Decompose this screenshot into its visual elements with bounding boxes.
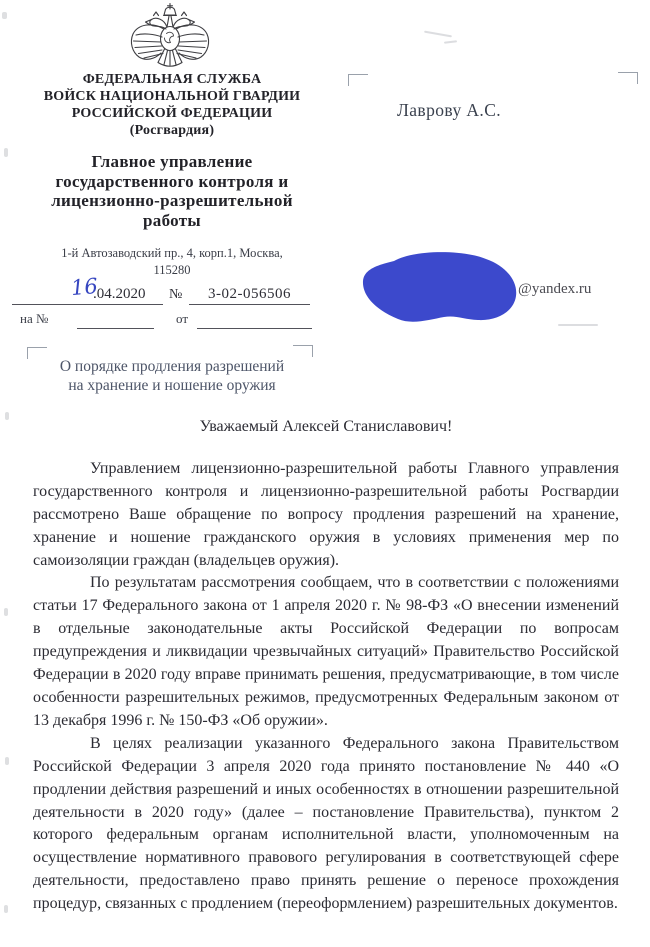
scan-smudge [444,40,457,43]
dept-line: лицензионно-разрешительной [51,191,293,210]
addressee-corner-mark-right [618,72,638,84]
address-line: 115280 [153,262,191,277]
email-redaction-blob [360,249,520,333]
scan-artifact [4,905,8,913]
org-line: ВОЙСК НАЦИОНАЛЬНОЙ ГВАРДИИ [43,89,301,104]
org-line: РОССИЙСКОЙ ФЕДЕРАЦИИ [71,106,273,121]
body-paragraph: В целях реализации указанного Федерального закона Правительством Российской Федерации 3 апреля 2020 года принято постановление № 440 «О продлении действия разрешений и иных особенностях в отношении разрешительной деятельности в 2020 году» (далее – постановление Правительства), пунктом 2 которого федеральным органам исполнительной власти, уполномоченным на осуществление нормативного правового регулирования в соответствующей сфере деятельности, предоставлено право принять решение о переносе прохождения процедур, связанных с продлением (переоформлением) разрешительных документов. [33,734,619,913]
subject-corner-mark-right [293,345,313,357]
scan-smudge [424,31,452,38]
redaction-shape [363,252,516,322]
date-underline [12,304,163,305]
org-line: ФЕДЕРАЛЬНАЯ СЛУЖБА [82,72,262,87]
rosgvardia-eagle-emblem [126,2,214,68]
addressee-corner-mark-left [348,74,368,86]
reply-date-underline [197,328,312,329]
subject-line: О порядке продления разрешений [59,358,285,375]
body-paragraph: По результатам рассмотрения сообщаем, что в соответствии с положениями статьи 17 Федерального закона от 1 апреля 2020 г. № 98-ФЗ «О внесении изменений в отдельные законодательные акты Российской Федерации по вопросам предупреждения и ликвидации чрезвычайных ситуаций» Правительство Российской Федерации в 2020 году вправе принимать решения, предусматривающие, в том числе особенности разрешительных режимов, предусмотренных Федеральным законом от 13 декабря 1996 г. № 150-ФЗ «Об оружии». [33,574,619,729]
number-sign: № [169,287,183,302]
salutation: Уважаемый Алексей Станиславович! [199,418,453,435]
printed-date: .04.2020 [93,286,146,302]
email-domain: @yandex.ru [518,281,592,297]
organization-name [12,71,332,139]
scan-artifact [4,608,8,616]
scan-artifact [2,12,7,19]
dept-line: Главное управление [91,152,253,171]
reply-from-label: от [176,311,189,326]
dept-line: государственного контроля и [55,171,289,191]
department-name [12,152,332,230]
body-paragraph: Управлением лицензионно-разрешительной работы Главного управления государственного контроля и лицензионно-разрешительной работы Росгвардии рассмотрено Ваше обращение по вопросу продления разрешений на хранение, хранение и ношение гражданского оружия в условиях применения мер по самоизоляции граждан (владельцев оружия). [33,459,619,569]
scan-artifact [5,412,9,420]
postal-address [12,245,332,278]
reply-to-label: на № [20,311,49,326]
scan-artifact [4,148,8,157]
address-line: 1-й Автозаводский пр., 4, корп.1, Москва, [61,246,283,260]
number-underline [189,304,310,305]
document-number: 3-02-056506 [208,286,291,302]
subject-line: на хранение и ношение оружия [68,377,276,394]
dept-line: работы [143,210,201,230]
org-line: (Росгвардия) [129,123,215,138]
reply-number-underline [77,328,154,329]
addressee-name: Лаврову А.С. [397,100,502,120]
handwritten-date-day: 16 [70,273,99,301]
scan-artifact [5,757,9,765]
letter-body [33,416,619,916]
subject-block [12,357,332,395]
scan-smudge [558,324,598,326]
